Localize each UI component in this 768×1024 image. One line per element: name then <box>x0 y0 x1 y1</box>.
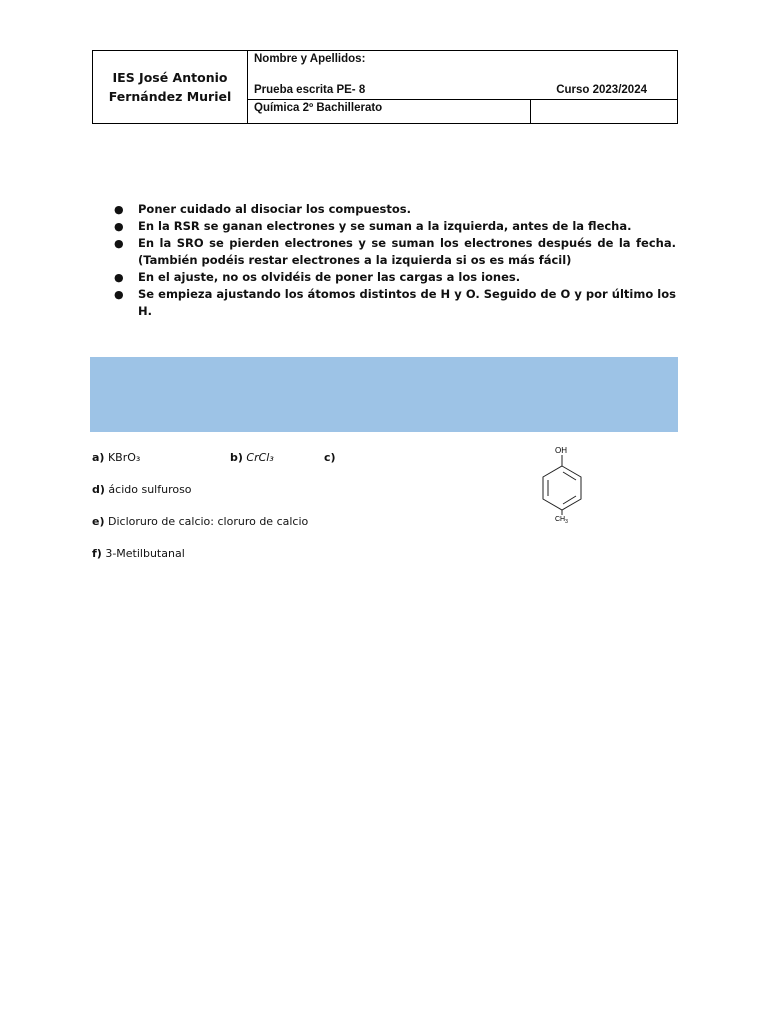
exercise-c <box>324 451 336 464</box>
exercise-text: CrCl₃ <box>246 451 274 464</box>
exercise-label: d) <box>92 483 105 496</box>
list-item-text: En el ajuste, no os olvidéis de poner las cargas a los iones. <box>138 270 521 284</box>
course-label: Curso 2023/2024 <box>556 84 647 96</box>
exercise-f <box>92 547 185 560</box>
list-item <box>112 218 676 235</box>
exercise-text: KBrO₃ <box>107 451 141 464</box>
school-name <box>93 51 248 123</box>
exercise-label: b) <box>230 451 243 464</box>
name-label: Nombre y Apellidos: <box>254 53 366 65</box>
exercise-label: a) <box>92 451 105 464</box>
list-item-text: En la SRO se pierden electrones y se suman los electrones después de la fecha. (También podéis restar electrones a la izquierda si os es más fácil) <box>138 236 676 267</box>
exercise-text: 3-Metilbutanal <box>105 547 185 560</box>
bullet-icon: ● <box>114 220 124 233</box>
school-line-1: IES José Antonio <box>112 70 228 85</box>
exercise-d <box>92 483 192 496</box>
exercise-text: Dicloruro de calcio: cloruro de calcio <box>108 515 309 528</box>
school-line-2: Fernández Muriel <box>108 89 232 104</box>
list-item <box>112 235 676 269</box>
list-item <box>112 269 676 286</box>
bullet-icon: ● <box>114 288 124 301</box>
test-label: Prueba escrita PE- 8 <box>254 84 366 96</box>
exercise-text: ácido sulfuroso <box>108 483 192 496</box>
list-item-text: Poner cuidado al disociar los compuestos. <box>138 202 411 216</box>
exercise-b <box>230 451 274 464</box>
list-item-text: Se empieza ajustando los átomos distintos de H y O. Seguido de O y por último los H. <box>138 287 676 318</box>
bullet-icon: ● <box>114 271 124 284</box>
subject-label: Química 2º Bachillerato <box>254 102 383 114</box>
header-row-bottom <box>248 100 677 123</box>
header-table <box>92 50 678 124</box>
bullet-icon: ● <box>114 203 124 216</box>
question-banner <box>90 357 678 432</box>
list-item <box>112 286 676 320</box>
list-item-text: En la RSR se ganan electrones y se suman a la izquierda, antes de la flecha. <box>138 219 632 233</box>
benzene-ring <box>543 466 581 510</box>
exercise-label: f) <box>92 547 102 560</box>
bullet-icon: ● <box>114 237 124 250</box>
list-item <box>112 201 676 218</box>
oh-label: OH <box>555 446 567 455</box>
ch3-label: $CH_3$ <box>555 516 568 525</box>
header-row-top <box>248 51 677 100</box>
exercise-label: e) <box>92 515 105 528</box>
exercise-a <box>92 451 140 464</box>
molecule-structure <box>528 443 598 527</box>
exercise-label: c) <box>324 451 336 464</box>
instructions-list <box>112 201 676 320</box>
header-divider <box>530 100 531 123</box>
exercise-e <box>92 515 308 528</box>
